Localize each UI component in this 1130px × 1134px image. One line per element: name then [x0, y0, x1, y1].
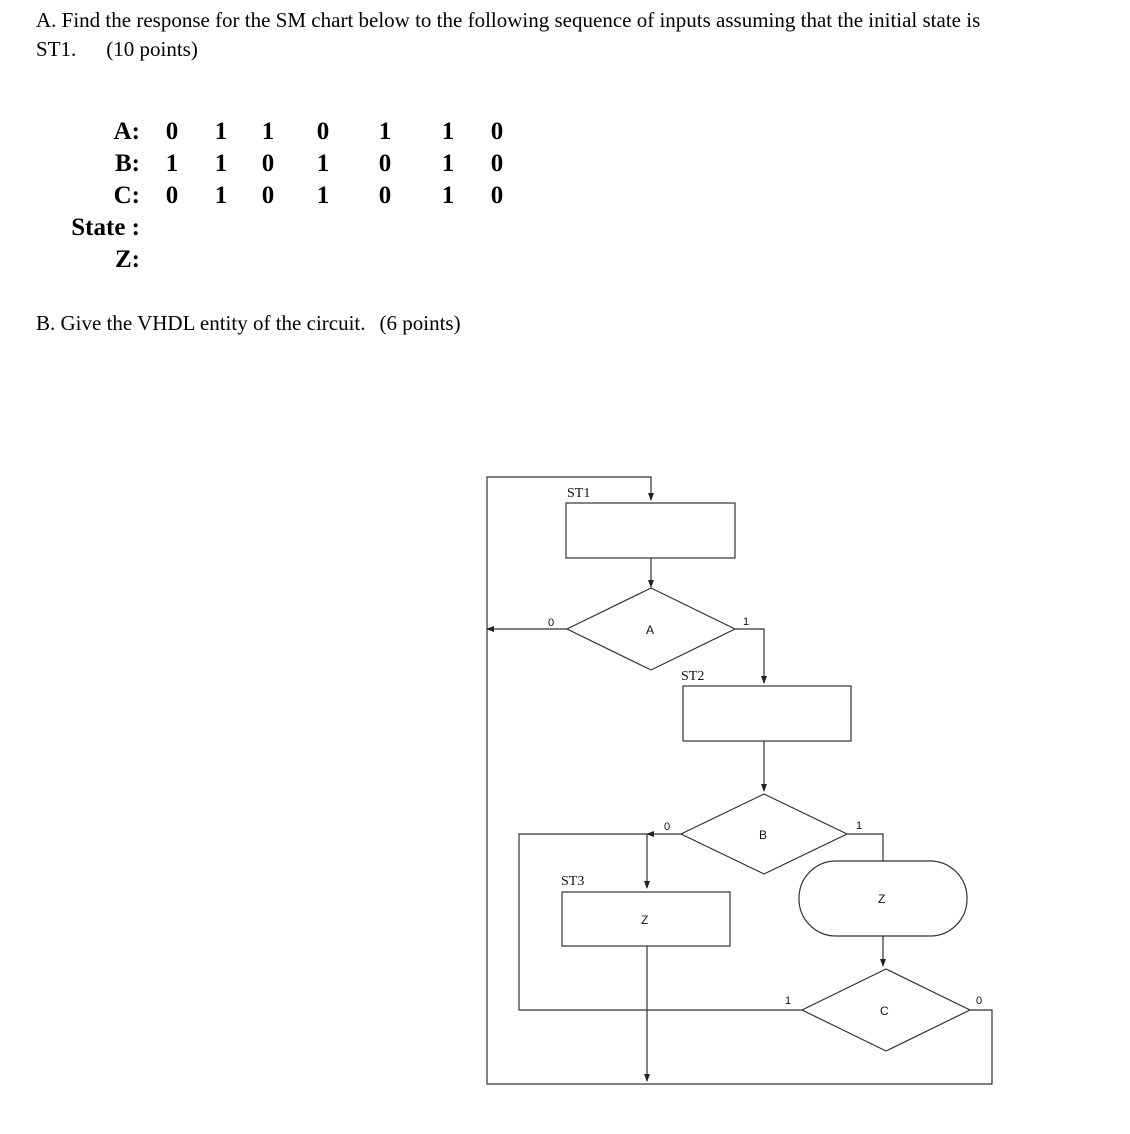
table-cell: 0	[165, 182, 179, 209]
table-cell: 1	[214, 118, 228, 145]
question-a-points: (10 points)	[106, 37, 198, 61]
branch-label: 0	[976, 995, 983, 1007]
table-cell: 0	[490, 182, 504, 209]
decision-label-a: A	[646, 623, 655, 637]
question-b-points: (6 points)	[379, 311, 461, 335]
row-label-c: C:	[113, 182, 140, 209]
decision-label-b: B	[759, 828, 768, 842]
decision-label-c: C	[880, 1004, 889, 1018]
table-cell: 0	[165, 118, 179, 145]
state-output-z: Z	[641, 913, 649, 927]
table-cell: 0	[378, 150, 392, 177]
table-cell: 0	[261, 150, 275, 177]
conditional-output-z: Z	[878, 892, 886, 906]
table-cell: 1	[441, 182, 455, 209]
state-box-st2	[683, 686, 851, 741]
flow-line	[847, 834, 883, 861]
question-a-text: A. Find the response for the SM chart below to the following sequence of inputs assuming that the initial state is	[36, 8, 981, 32]
question-b-prompt: B. Give the VHDL entity of the circuit.	[36, 311, 366, 335]
table-cell: 0	[316, 118, 330, 145]
initial-state-text: ST1.	[36, 37, 77, 61]
state-label: State :	[71, 214, 140, 241]
table-cell: 1	[165, 150, 179, 177]
state-box-st1	[566, 503, 735, 558]
branch-label: 0	[548, 617, 555, 629]
state-label-st2: ST2	[681, 669, 705, 684]
flow-line	[647, 1010, 992, 1084]
branch-label: 1	[856, 820, 863, 832]
table-cell: 1	[316, 182, 330, 209]
table-cell: 1	[261, 118, 275, 145]
table-cell: 1	[214, 182, 228, 209]
branch-label: 1	[743, 616, 750, 628]
table-cell: 1	[441, 118, 455, 145]
feedback-loop-line	[487, 477, 651, 1084]
table-cell: 1	[214, 150, 228, 177]
table-cell: 1	[441, 150, 455, 177]
state-label-st3: ST3	[561, 874, 585, 889]
row-label-a: A:	[113, 118, 140, 145]
table-cell: 1	[378, 118, 392, 145]
table-cell: 0	[261, 182, 275, 209]
branch-label: 0	[664, 821, 671, 833]
table-cell: 0	[378, 182, 392, 209]
row-label-b: B:	[115, 150, 140, 177]
table-cell: 0	[490, 118, 504, 145]
z-label: Z:	[115, 246, 140, 273]
table-cell: 0	[490, 150, 504, 177]
table-cell: 1	[316, 150, 330, 177]
branch-label: 1	[785, 995, 792, 1007]
flow-line	[735, 629, 764, 683]
state-label-st1: ST1	[567, 486, 591, 501]
